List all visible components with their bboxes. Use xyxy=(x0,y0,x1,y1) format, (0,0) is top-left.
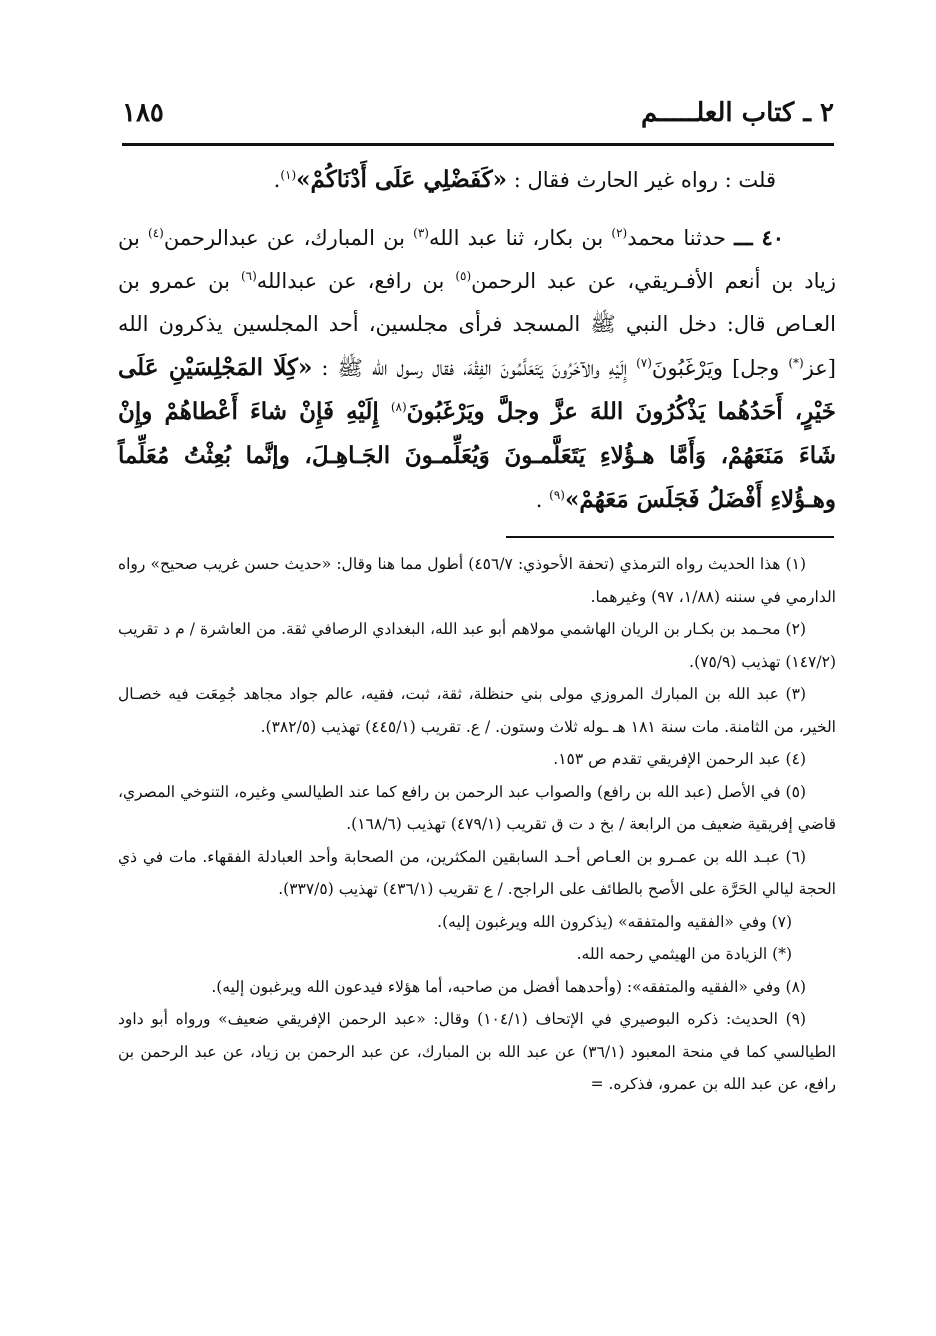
isnad-part: بن المبارك، عن عبدالرحمن xyxy=(163,226,414,250)
footnote-separator xyxy=(506,536,834,538)
prophetic-quote: «كِلَا المَجْلِسَيْنِ عَلَى خَيْرٍ، أَحَدُهُما يَذْكُرُونَ اللهَ عزَّ وجلَّ ويَرْغَبُونَ xyxy=(118,354,836,425)
footnote-3: (٣) عبد الله بن المبارك المروزي مولى بني حنظلة، ثقة، ثبت، فقيه، عالم جواد مجاهد جُمِعَت فيه خصـال الخير، من الثامنة. مات سنة ١٨١ هـ ـوله ثلاث وستون. / ع. تقريب (٤٤٥/١) تهذيب (٣٨٢/٥). xyxy=(118,685,836,736)
footnote-ref-3: (٣) xyxy=(413,226,429,240)
footnote-ref-star: (*) xyxy=(788,356,804,370)
footnote-7: (٧) وفي «الفقيه والمتفقه» (يذكرون الله ويرغبون إليه). xyxy=(437,912,792,931)
footnote-5: (٥) في الأصل (عبد الله بن رافع) والصواب عبد الرحمن بن رافع كما عند الطيالسي وغيره، التنوخي المصري، قاضي إفريقية ضعيف من الرابعة / بخ د ت ق تقريب (٤٧٩/١) تهذيب (١٦٨/٦). xyxy=(118,782,836,833)
footnote-ref-9: (٩) xyxy=(549,488,565,502)
footnote-ref-2: (٢) xyxy=(611,226,628,240)
footnote-6: (٦) عبـد الله بن عمـرو بن العـاص أحـد السابقين المكثرين، من الصحابة وأحد العبادلة الفقهاء. مات في ذي الحجة ليالي الحَرَّة على الأصح بالطائف على الراجح. / ع تقريب (٤٣٦/١) تهذيب (٣٣٧/٥). xyxy=(118,847,836,898)
footnote-4: (٤) عبد الرحمن الإفريقي تقدم ص ١٥٣. xyxy=(553,750,806,768)
footnote-ref-4: (٤) xyxy=(148,226,164,240)
isnad-part: حدثنا محمد xyxy=(627,226,735,250)
footnote-9: (٩) الحديث: ذكره البوصيري في الإتحاف (١٠٤/١) وقال: «عبد الرحمن الإفريقي ضعيف» ورواه أبو داود الطيالسي كما في منحة المعبود (٣٦/١) عن عبد الله بن المبارك، عن عبد الرحمن بن زياد، عن عبد الرحمن بن رافع، عن عبد الله بن عمرو، فذكره. = xyxy=(118,1010,836,1093)
isnad-part: بن زياد بن أنعم الأفـريقي، عن عبد الرحمن xyxy=(118,226,836,293)
header-rule xyxy=(122,143,834,146)
chapter-title: ٢ ـ كتاب العلـــــم xyxy=(640,98,834,128)
isnad-part: بن رافع، عن عبدالله xyxy=(256,269,456,293)
footnote-8: (٨) وفي «الفقيه والمتفقه»: (وأحدهما أفضل من صاحبه، أما هؤلاء فيدعون الله ويرغبون إليه). xyxy=(211,977,806,996)
footnote-ref-6: (٦) xyxy=(240,269,257,283)
isnad-part: بن بكار، ثنا عبد الله xyxy=(428,226,612,250)
page-number: ١٨٥ xyxy=(122,98,164,128)
main-text xyxy=(118,158,836,522)
qult-end: . xyxy=(273,168,281,192)
footnote-ref-8: (٨) xyxy=(390,400,407,414)
matn-part: بن عمرو بن العـاص قال: دخل النبي ﷺ المسجد فرأى مجلسين، أحد المجلسين يذكرون الله [عز xyxy=(118,269,836,380)
footnote-ref-1: (١) xyxy=(280,168,297,182)
footnote-ref-5: (٥) xyxy=(455,269,472,283)
prophetic-quote: إِلَيْهِ فَإِنْ شاءَ أَعْطاهُمْ وإِنْ شَاءَ مَنَعَهُمْ، وَأَمَّا هـؤُلاءِ يَتَعَلَّمـونَ وَيُعَلِّمـونَ الجَـاهِـلَ، وإنَّما بُعِثْتُ مُعَلِّماً وهـؤُلاءِ أَفْضَلُ فَجَلَسَ مَعَهُمْ» xyxy=(118,398,836,513)
hadith-paragraph xyxy=(118,216,836,522)
footnote-ref-7: (٧) xyxy=(636,356,652,370)
hadith-number: ٤٠ ـــ xyxy=(734,225,785,250)
footnotes xyxy=(118,548,836,1101)
footnote-1: (١) هذا الحديث رواه الترمذي (تحفة الأحوذي: ٤٥٦/٧) أطول مما هنا وقال: «حديث حسن غريب صحيح» رواه الدارمي في سننه (١/٨٨، ٩٧) وغيرهما. xyxy=(118,555,836,606)
qult-prefix: قلت : رواه غير الحارث فقال : xyxy=(507,168,776,192)
qult-quote: «كَفَضْلِي عَلَى أَدْنَاكُمْ» xyxy=(296,166,508,193)
qult-paragraph xyxy=(118,158,836,202)
matn-part: وجل] ويَرْغَبُونَ xyxy=(651,356,789,380)
hadith-end: . xyxy=(535,488,550,512)
running-header xyxy=(122,90,834,136)
footnote-star: (*) الزيادة من الهيثمي رحمه الله. xyxy=(576,945,792,963)
footnote-2: (٢) محـمد بن بكـار بن الريان الهاشمي مولاهم أبو عبد الله، البغدادي الرصافي ثقة. من العاشرة / م د تقريب (١٤٧/٢) تهذيب (٧٥/٩). xyxy=(118,620,836,671)
matn-part: إِلَيْهِ والآخَرُونَ يَتَعَلَّمُونَ الفِقْهَ، فقال رسول الله ﷺ : xyxy=(312,356,637,380)
